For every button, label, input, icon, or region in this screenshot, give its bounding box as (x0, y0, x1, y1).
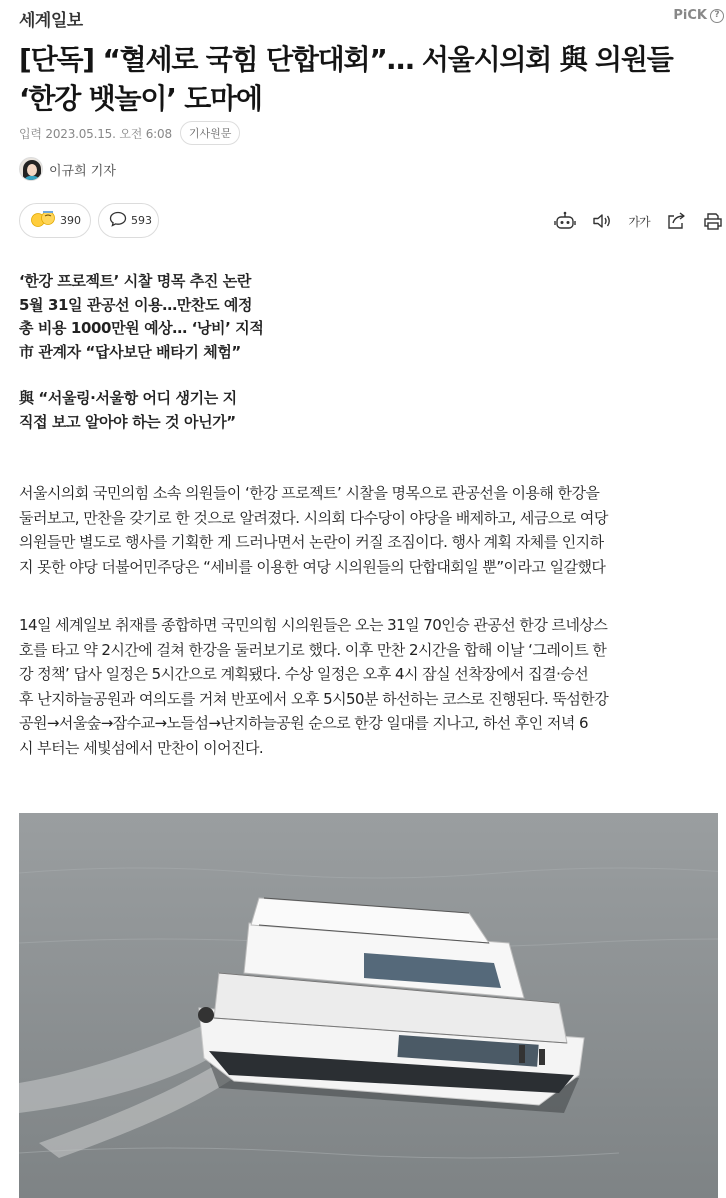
reporter-name[interactable]: 이규희 기자 (49, 163, 116, 179)
paragraph-line: 강 정책’ 답사 일정은 5시간으로 계획됐다. 수상 일정은 오후 4시 잠실 선착장에서 집결·승선 (19, 665, 589, 683)
press-logo[interactable]: 세계일보 (19, 11, 83, 31)
speaker-icon[interactable] (591, 210, 613, 232)
article-summary (19, 270, 439, 434)
article-title (19, 40, 709, 118)
comment-button[interactable] (98, 203, 159, 238)
paragraph-line: 호를 타고 약 2시간에 걸쳐 한강을 둘러보기로 했다. 이후 만찬 2시간을 합해 이날 ‘그레이트 한 (19, 640, 607, 659)
robot-icon[interactable] (554, 210, 576, 232)
article-paragraph-2 (19, 613, 719, 760)
article-paragraph-1 (19, 481, 719, 579)
paragraph-line: 의원들만 별도로 행사를 기획한 게 드러나면서 논란이 커질 조짐이다. 행사 계획 자체를 인지하 (19, 533, 604, 551)
paragraph-line: 서울시의회 국민의힘 소속 의원들이 ‘한강 프로젝트’ 시찰을 명목으로 관공선을 이용해 한강을 (19, 484, 600, 502)
reaction-count: 390 (60, 214, 81, 227)
font-size-icon[interactable] (628, 210, 650, 232)
title-line-2: ‘한강 뱃놀이’ 도마에 (19, 82, 262, 115)
paragraph-line: 둘러보고, 만찬을 갖기로 한 것으로 알려졌다. 시의회 다수당이 야당을 배제하고, 세금으로 여당 (19, 508, 608, 527)
print-icon[interactable] (702, 210, 724, 232)
article-meta (19, 121, 240, 145)
summary-line: 직접 보고 알아야 하는 것 아닌가” (19, 412, 236, 431)
paragraph-line: 공원→서울숲→잠수교→노들섬→난지하늘공원 순으로 한강 일대를 지나고, 하선 후인 저녁 6 (19, 714, 588, 732)
paragraph-line: 후 난지하늘공원과 여의도를 거쳐 반포에서 오후 5시50분 하선하는 코스로 진행된다. 뚝섬한강 (19, 689, 609, 708)
pick-label: PiCK (673, 8, 707, 23)
article-photo[interactable] (19, 813, 718, 1198)
action-bar (19, 203, 724, 239)
pick-badge[interactable] (673, 8, 724, 23)
font-size-label: 가가 (628, 214, 650, 229)
reporter-avatar[interactable] (19, 157, 43, 181)
help-icon[interactable]: ? (710, 9, 724, 23)
article-tools (554, 210, 724, 232)
title-line-1: [단독] “혈세로 국힘 단합대회”… 서울시의회 與 의원들 (19, 43, 673, 76)
paragraph-line: 14일 세계일보 취재를 종합하면 국민의힘 시의원들은 오는 31일 70인승 관공선 한강 르네상스 (19, 616, 608, 634)
paragraph-line: 지 못한 야당 더불어민주당은 “세비를 이용한 여당 시의원들의 단합대회일 뿐”이라고 일갈했다 (19, 557, 606, 576)
publish-date: 입력 2023.05.15. 오전 6:08 (19, 126, 172, 141)
top-bar (0, 0, 726, 34)
comment-count: 593 (131, 214, 152, 227)
reporter[interactable] (19, 157, 116, 181)
summary-line: 市 관계자 “답사보단 배타기 체험” (19, 342, 241, 361)
reaction-button[interactable] (19, 203, 91, 238)
summary-line: 총 비용 1000만원 예상… ‘낭비’ 지적 (19, 319, 264, 337)
comment-icon (109, 211, 127, 231)
clap-emoji-icon (30, 210, 56, 231)
original-article-button[interactable]: 기사원문 (180, 121, 241, 145)
paragraph-line: 시 부터는 세빛섬에서 만찬이 이어진다. (19, 738, 264, 757)
summary-line: ‘한강 프로젝트’ 시찰 명목 추진 논란 (19, 272, 251, 290)
summary-line: 5월 31일 관공선 이용…만찬도 예정 (19, 295, 253, 314)
share-icon[interactable] (665, 210, 687, 232)
boat-on-river-image (19, 813, 718, 1198)
summary-line: 與 “서울링·서울항 어디 생기는 지 (19, 389, 237, 407)
